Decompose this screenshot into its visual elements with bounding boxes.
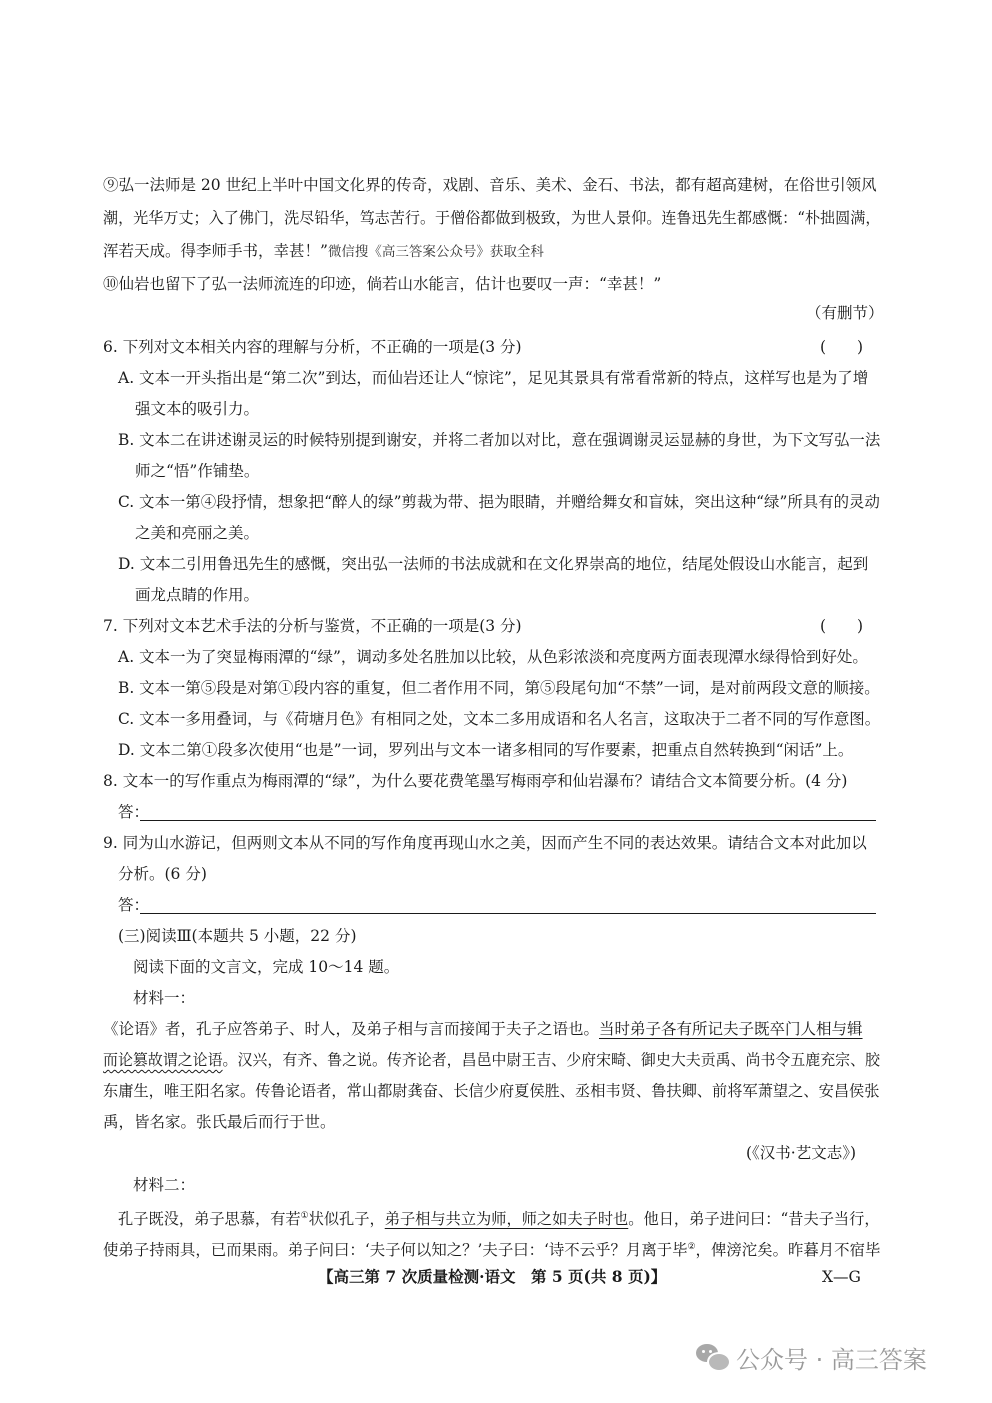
paragraph-9-line-2: 潮，光华万丈；入了佛门，洗尽铅华，笃志苦行。于僧俗都做到极致，为世人景仰。连鲁迅先生都感慨：“朴拙圆满， — [103, 209, 881, 227]
material-1-underlined-sentence: 当时弟子各有所记夫子既卒门人相与辑 — [599, 1020, 863, 1038]
q7-option-d: D. 文本二第①段多次使用“也是”一词，罗列出与文本一诸多相同的写作要素，把重点自然转换到“闲话”上。 — [118, 741, 854, 759]
q7-option-b: B. 文本一第⑤段是对第①段内容的重复，但二者作用不同，第⑤段尾句加“不禁”一词，是对前两段文意的顺接。 — [118, 679, 880, 697]
material-2-text: 孔子既没，弟子思慕，有若 — [118, 1210, 301, 1229]
q6-option-a-line-1: A. 文本一开头指出是“第二次”到达，而仙岩还让人“惊诧”，足见其景具有常看常新的特点，这样写也是为了增 — [118, 369, 869, 387]
paragraph-9-text: 浑若天成。得李师手书，幸甚！” — [103, 242, 328, 260]
material-1-line-3: 东庸生，唯王阳名家。传鲁论语者，常山都尉龚奋、长信少府夏侯胜、丞相韦贤、鲁扶卿、前将军萧望之、安昌侯张 — [103, 1082, 880, 1100]
footnote-marker-1: ① — [300, 1211, 309, 1221]
material-2-line-1 — [118, 1205, 880, 1230]
material-1-label: 材料一： — [133, 989, 196, 1007]
footer-code: X—G — [822, 1268, 861, 1286]
q6-option-c-line-2: 之美和亮丽之美。 — [135, 524, 260, 542]
q7-stem: 7. 下列对文本艺术手法的分析与鉴赏，不正确的一项是(3 分) — [103, 617, 522, 635]
material-1-line-1 — [103, 1018, 863, 1040]
footnote-marker-2: ② — [687, 1242, 696, 1252]
q8-stem: 8. 文本一的写作重点为梅雨潭的“绿”，为什么要花费笔墨写梅雨亭和仙岩瀑布？请结合文本简要分析。(4 分) — [103, 772, 848, 790]
q6-option-a-line-2: 强文本的吸引力。 — [135, 400, 260, 418]
material-1-wavy-sentence: 而论篡故谓之论语 — [103, 1051, 223, 1069]
section-3-instruction: 阅读下面的文言文，完成 10～14 题。 — [133, 958, 400, 976]
q6-option-b-line-2: 师之“悟”作铺垫。 — [135, 462, 260, 480]
footer-title: 【高三第 7 次质量检测·语文 第 5 页(共 8 页)】 — [318, 1267, 667, 1286]
material-1-text: 。汉兴，有齐、鲁之说。传齐论者，昌邑中尉王吉、少府宋畸、御史大夫贡禹、尚书令五鹿充宗、胶 — [222, 1051, 881, 1069]
q7-answer-paren: ( ) — [820, 617, 864, 635]
paragraph-9-line-1: ⑨弘一法师是 20 世纪上半叶中国文化界的传奇，戏剧、音乐、美术、金石、书法，都有超高建树，在俗世引领风 — [103, 176, 877, 194]
q7-option-a: A. 文本一为了突显梅雨潭的“绿”，调动多处名胜加以比较，从色彩浓淡和亮度两方面表现潭水绿得恰到好处。 — [118, 648, 868, 666]
material-2-label: 材料二： — [133, 1176, 196, 1194]
material-2-text: ，俾滂沱矣。昨暮月不宿毕 — [695, 1241, 881, 1260]
q8-answer-line[interactable] — [140, 820, 876, 821]
q9-answer-label: 答： — [118, 896, 150, 914]
q9-stem-line-2: 分析。(6 分) — [118, 865, 207, 883]
q6-option-d-line-1: D. 文本二引用鲁迅先生的感慨，突出弘一法师的书法成就和在文化界崇高的地位，结尾处假设山水能言，起到 — [118, 555, 869, 573]
q6-stem: 6. 下列对文本相关内容的理解与分析，不正确的一项是(3 分) — [103, 338, 522, 356]
source-note: （有删节） — [806, 304, 884, 322]
paragraph-9-line-3 — [103, 240, 544, 263]
paragraph-10: ⑩仙岩也留下了弘一法师流连的印迹，倘若山水能言，估计也要叹一声：“幸甚！” — [103, 275, 662, 293]
q8-answer-label: 答： — [118, 803, 150, 821]
material-2-text: 状似孔子， — [308, 1210, 385, 1229]
q6-answer-paren: ( ) — [820, 338, 864, 356]
q9-stem-line-1: 9. 同为山水游记，但两则文本从不同的写作角度再现山水之美，因而产生不同的表达效果。请结合文本对此加以 — [103, 834, 867, 852]
q6-option-b-line-1: B. 文本二在讲述谢灵运的时候特别提到谢安，并将二者加以对比，意在强调谢灵运显赫的身世，为下文写弘一法 — [118, 431, 881, 449]
q9-answer-line[interactable] — [140, 913, 876, 914]
q6-option-d-line-2: 画龙点睛的作用。 — [135, 586, 260, 604]
material-1-line-2 — [103, 1049, 880, 1071]
wechat-icon — [696, 1342, 728, 1372]
material-1-line-4: 禹，皆名家。张氏最后而行于世。 — [103, 1113, 336, 1131]
watermark — [696, 1340, 927, 1374]
promo-note: 微信搜《高三答案公众号》获取全科 — [327, 244, 544, 260]
material-2-text: 使弟子持雨具，已而果雨。弟子问曰：‘夫子何以知之？’夫子曰：‘诗不云乎？月离于毕 — [103, 1241, 688, 1260]
material-2-text: 。他日，弟子进问曰：“昔夫子当行， — [628, 1210, 880, 1229]
watermark-text: 公众号 · 高三答案 — [736, 1345, 927, 1374]
material-1-text: 《论语》者，孔子应答弟子、时人，及弟子相与言而接闻于夫子之语也。 — [103, 1020, 600, 1038]
q7-option-c: C. 文本一多用叠词，与《荷塘月色》有相同之处，文本二多用成语和名人名言，这取决于二者不同的写作意图。 — [118, 710, 881, 728]
material-2-underlined-sentence: 弟子相与共立为师，师之如夫子时也 — [384, 1210, 629, 1229]
section-3-heading: (三)阅读Ⅲ(本题共 5 小题，22 分) — [118, 927, 357, 945]
material-2-line-2 — [103, 1236, 880, 1261]
q6-option-c-line-1: C. 文本一第④段抒情，想象把“醉人的绿”剪裁为带、挹为眼睛，并赠给舞女和盲妹，突出这种“绿”所具有的灵动 — [118, 493, 880, 511]
material-1-source: (《汉书·艺文志》) — [746, 1144, 857, 1162]
